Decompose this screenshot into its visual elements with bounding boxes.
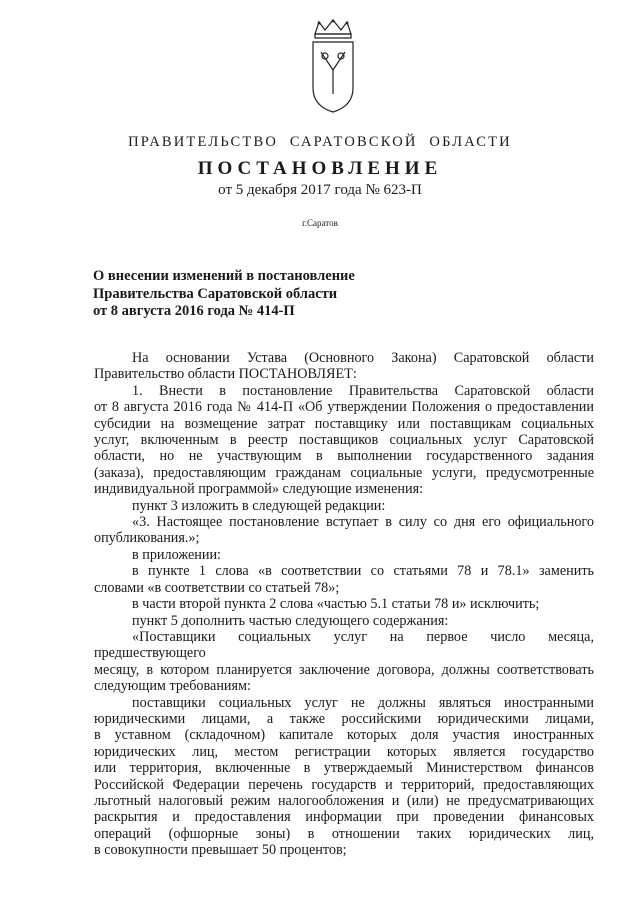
subject-line: О внесении изменений в постановление bbox=[93, 268, 355, 284]
body-line: месяцу, в котором планируется заключение договора, должны соответствовать bbox=[94, 661, 594, 678]
government-name: ПРАВИТЕЛЬСТВО САРАТОВСКОЙ ОБЛАСТИ bbox=[128, 134, 512, 150]
document-body bbox=[94, 350, 594, 859]
subject-line: от 8 августа 2016 года № 414-П bbox=[93, 303, 295, 319]
body-line: области, но не участвующим в выполнении государственного задания bbox=[94, 448, 594, 465]
body-line: поставщики социальных услуг не должны являться иностранными bbox=[132, 694, 594, 711]
document-date-number: от 5 декабря 2017 года № 623-П bbox=[218, 182, 422, 198]
body-line: операций (офшорные зоны) в отношении таких юридических лиц, bbox=[94, 825, 594, 842]
body-line: На основании Устава (Основного Закона) Саратовской области bbox=[132, 350, 594, 366]
body-line: юридических лиц, местом регистрации которых является государство bbox=[94, 743, 594, 760]
subject-line: Правительства Саратовской области bbox=[93, 285, 338, 302]
body-line: или территория, включенные в утверждаемый Министерством финансов bbox=[94, 760, 594, 777]
body-line: 1. Внести в постановление Правительства Саратовской области bbox=[132, 382, 594, 399]
body-line: «Поставщики социальных услуг на первое число месяца, предшествующего bbox=[94, 628, 594, 662]
document-type: ПОСТАНОВЛЕНИЕ bbox=[197, 158, 443, 179]
body-line: пункт 5 дополнить частью следующего содержания: bbox=[132, 612, 449, 629]
body-line: следующим требованиям: bbox=[94, 678, 251, 695]
body-line: услуг, включенным в реестр поставщиков социальных услуг Саратовской bbox=[94, 432, 594, 449]
body-line: юридическими лицами, а также российскими юридическими лицами, bbox=[94, 710, 594, 727]
body-line: льготный налоговый режим налогообложения и (или) не предусматривающих bbox=[94, 792, 594, 809]
body-line: опубликования.»; bbox=[94, 530, 200, 547]
body-line: (заказа), предоставляющим гражданам социальные услуги, предусмотренные bbox=[94, 464, 594, 481]
body-line: Российской Федерации перечень государств и территорий, предоставляющих bbox=[94, 776, 594, 793]
body-line: пункт 3 изложить в следующей редакции: bbox=[132, 497, 386, 514]
body-line: раскрытия и предоставления информации при проведении финансовых bbox=[94, 809, 594, 826]
city-name: г.Саратов bbox=[302, 218, 338, 228]
body-line: в совокупности превышает 50 процентов; bbox=[94, 842, 347, 859]
body-line: словами «в соответствии со статьей 78»; bbox=[94, 579, 340, 596]
body-line: от 8 августа 2016 года № 414-П «Об утверждении Положения о предоставлении bbox=[94, 399, 594, 416]
body-line: Правительство области ПОСТАНОВЛЯЕТ: bbox=[94, 366, 357, 383]
body-line: в приложении: bbox=[132, 546, 221, 563]
body-line: индивидуальной программой» следующие изменения: bbox=[94, 481, 424, 498]
body-line: «3. Настоящее постановление вступает в силу со дня его официального bbox=[132, 514, 594, 531]
body-line: в пункте 1 слова «в соответствии со статьями 78 и 78.1» заменить bbox=[132, 563, 594, 580]
body-line: в части второй пункта 2 слова «частью 5.1 статьи 78 и» исключить; bbox=[132, 596, 540, 613]
body-line: субсидии на возмещение затрат поставщику или поставщикам социальных bbox=[94, 415, 594, 432]
body-line: в уставном (складочном) капитале которых доля участия иностранных bbox=[94, 727, 594, 744]
subject-block bbox=[93, 268, 423, 321]
saratov-coat-of-arms-icon bbox=[305, 18, 361, 114]
